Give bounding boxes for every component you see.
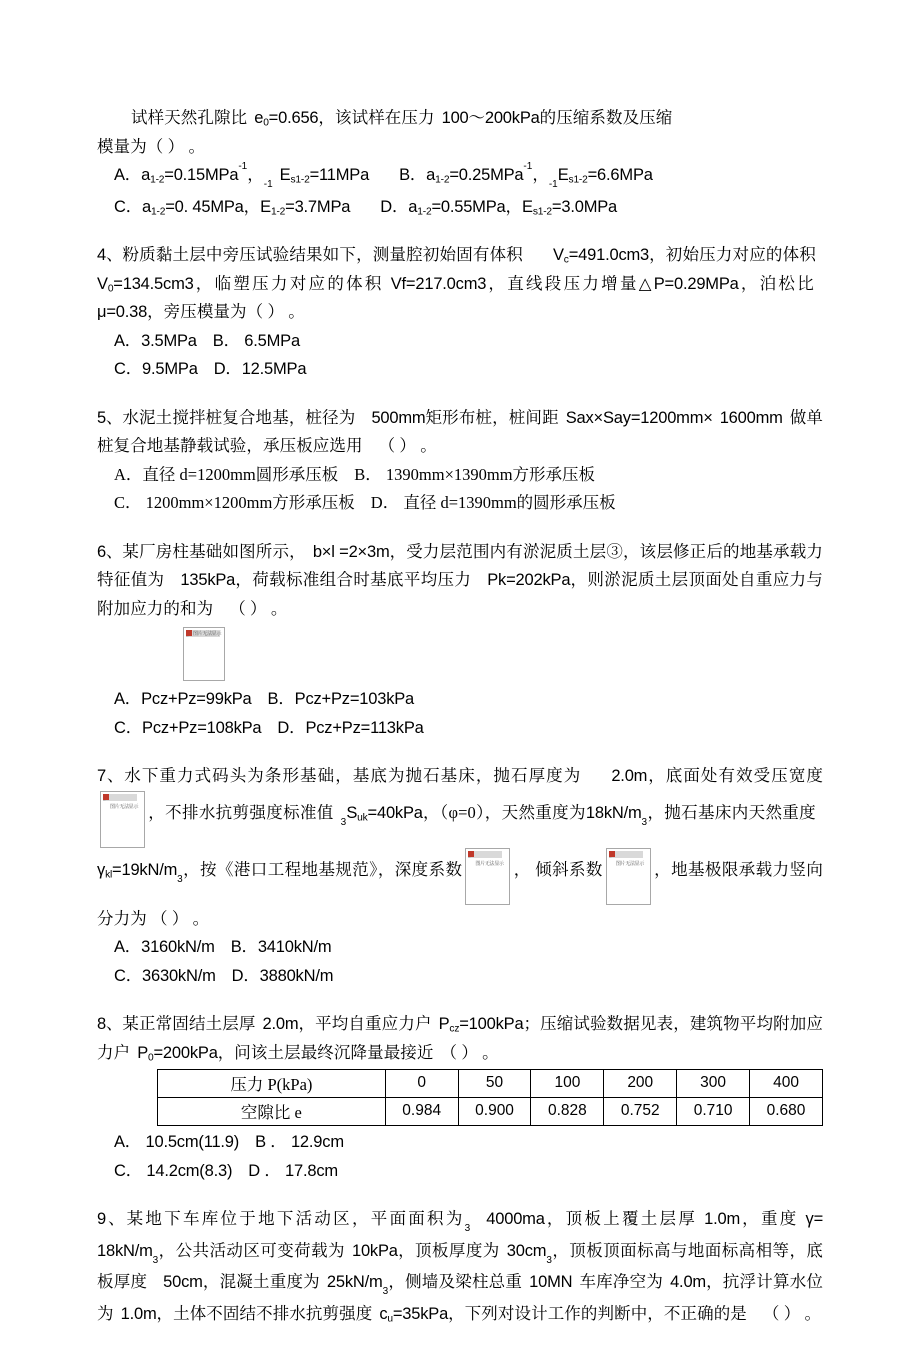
q3-stem-c: ，该试样在压力 bbox=[318, 108, 435, 127]
q9-stem-w: ，下列对设计工作的判断中，不正确的是 bbox=[448, 1303, 747, 1323]
q7-stem-l: ，地基极限承载力竖向分力为 （ ） 。 bbox=[97, 859, 824, 928]
q8-options bbox=[114, 1128, 823, 1185]
q9-stem-g: ，公共活动区可变荷载为 bbox=[158, 1240, 345, 1260]
table-row bbox=[158, 1098, 823, 1126]
table-cell: 0.900 bbox=[458, 1098, 531, 1126]
q6-option-a-b[interactable] bbox=[114, 685, 823, 714]
q3-opt-d-label: D． bbox=[380, 197, 409, 216]
q9-stem-c: ，顶板上覆土层厚 bbox=[544, 1209, 698, 1228]
q9-slab-thickness: 30cm bbox=[506, 1241, 547, 1260]
table-cell: 100 bbox=[531, 1070, 604, 1098]
q6-opt-a: A．Pcz+Pz=99kPa bbox=[114, 690, 252, 708]
q9-gamma: γ bbox=[805, 1210, 814, 1228]
q4-V0: $V_0=134.5cm3$ bbox=[97, 274, 194, 294]
q3-stem-e: 的压缩系数及压缩 bbox=[539, 108, 673, 127]
q3-pressure-range: 100～200kPa bbox=[441, 109, 540, 127]
q3-opt-b-modulus: $E_{s1-2}=6.6MPa$ bbox=[557, 166, 653, 186]
table-cell: 0.680 bbox=[750, 1098, 823, 1126]
q9-number: 9、 bbox=[97, 1210, 127, 1228]
q3-option-a-b[interactable] bbox=[114, 161, 823, 193]
q7-stem-a: 水下重力式码头为条形基础，基底为抛石基床，抛石厚度为 bbox=[124, 766, 582, 785]
q3-opt-b-label: B． bbox=[399, 166, 427, 184]
q9-stray-sub-2: 3 bbox=[546, 1254, 552, 1266]
q4-options bbox=[114, 327, 823, 384]
q7-opt-b: B．3410kN/m bbox=[230, 938, 332, 956]
q3-opt-c-modulus: $E_{1-2}=3.7MPa$ bbox=[260, 197, 351, 217]
q5-stem-h: （ ） 。 bbox=[378, 436, 437, 455]
q4-stem-i: ，旁压模量为（ ） 。 bbox=[147, 302, 305, 321]
q7-stem-f: ，（φ=0），天然重度为 bbox=[422, 802, 586, 822]
q8-opt-d: D ． 17.8cm bbox=[248, 1161, 338, 1180]
q8-option-a-b[interactable] bbox=[114, 1128, 823, 1157]
q7-gamma-kl: $\gamma_{kl}=19kN/m$ bbox=[97, 860, 178, 880]
q3-opt-d-comma: ， bbox=[505, 196, 523, 216]
q9-total-weight: 10MN bbox=[529, 1273, 573, 1291]
q6-fa-value: 135kPa bbox=[180, 571, 236, 589]
q4-stem-g: ，泊松比 bbox=[738, 273, 817, 293]
q5-opt-b: B． 1390mm×1390mm方形承压板 bbox=[354, 464, 596, 484]
q4-Vc: $V_c=491.0cm3$ bbox=[552, 246, 650, 266]
q5-option-a-b[interactable] bbox=[114, 461, 823, 490]
q6-opt-b: B．Pcz+Pz=103kPa bbox=[267, 690, 415, 708]
question-7 bbox=[97, 762, 823, 990]
q8-option-c-d[interactable] bbox=[114, 1157, 823, 1186]
table-cell: 200 bbox=[604, 1070, 677, 1098]
q9-stem-o: ，侧墙及梁柱总重 bbox=[388, 1272, 523, 1291]
q6-dimensions: b×l =2×3m bbox=[312, 542, 390, 561]
q6-stem-c: ，受力层范围内有淤泥质土层③，该层修正后的地基承载力特征值为 bbox=[97, 541, 823, 589]
q4-deltaP: P=0.29MPa bbox=[653, 274, 739, 293]
q3-opt-a-modulus: $E_{s1-2}=11MPa$ bbox=[279, 166, 370, 186]
q7-gamma-kl-exp: 3 bbox=[177, 873, 183, 885]
q5-options bbox=[114, 461, 823, 518]
q5-stem-c: 矩形布桩，桩间距 bbox=[425, 407, 559, 427]
q6-stem bbox=[97, 538, 823, 624]
q9-stem-u: ，土体不固结不排水抗剪强度 bbox=[156, 1303, 373, 1323]
q7-opt-a: A．3160kN/m bbox=[114, 938, 215, 956]
q3-e0: $e_0=0.656$ bbox=[254, 109, 319, 129]
q8-stem-c: ，平均自重应力户 bbox=[298, 1014, 432, 1033]
q9-soil-thickness: 1.0m bbox=[704, 1210, 740, 1228]
q3-options bbox=[114, 161, 823, 221]
q4-option-c-d[interactable] bbox=[114, 355, 823, 384]
q9-stem-x: （ ） 。 bbox=[762, 1303, 822, 1323]
question-6 bbox=[97, 538, 823, 743]
page-content bbox=[97, 104, 823, 1348]
q8-number: 8、 bbox=[97, 1015, 123, 1033]
broken-image-icon: 图片无法显示 bbox=[606, 848, 651, 905]
q4-opt-a: A．3.5MPa bbox=[114, 331, 197, 350]
q6-number: 6、 bbox=[97, 542, 123, 561]
q6-opt-c: C．Pcz+Pz=108kPa bbox=[114, 718, 262, 737]
q4-opt-c: C．9.5MPa bbox=[114, 360, 198, 378]
q7-gamma-exp: 3 bbox=[641, 816, 648, 828]
q9-stem bbox=[97, 1205, 823, 1328]
q3-opt-c-value: $a_{1-2}=0$. 45MPa bbox=[142, 197, 244, 217]
q9-stem-e: ，重度 bbox=[740, 1209, 799, 1228]
q8-table-wrapper bbox=[97, 1069, 823, 1126]
q5-opt-d: D． 直径 d=1390mm的圆形承压板 bbox=[370, 493, 616, 512]
q5-opt-c: C． 1200mm×1200mm方形承压板 bbox=[114, 493, 355, 512]
q3-stem bbox=[97, 104, 823, 161]
q3-opt-a-label: A． bbox=[114, 166, 142, 184]
table-cell: 0.752 bbox=[604, 1098, 677, 1126]
q9-stray-sub: 3 bbox=[464, 1223, 471, 1234]
q6-options bbox=[114, 685, 823, 742]
q5-stem bbox=[97, 404, 823, 461]
broken-image-icon: 图片无法显示 bbox=[100, 791, 145, 848]
q9-area: 4000ma bbox=[486, 1210, 545, 1228]
table-cell: 0.984 bbox=[385, 1098, 458, 1126]
q4-stem-c: ，初始压力对应的体积 bbox=[649, 245, 817, 264]
q3-opt-d-modulus: $E_{s1-2}=3.0MPa$ bbox=[522, 197, 618, 217]
q5-number: 5、 bbox=[97, 408, 123, 427]
q3-opt-a-comma: ， bbox=[247, 165, 264, 184]
q9-stem-k: ，顶板顶面标高与地面标高相等，底板厚度 bbox=[97, 1240, 823, 1291]
q4-option-a-b[interactable] bbox=[114, 327, 823, 356]
q7-stem-c: ，底面处有效受压宽度 bbox=[647, 766, 824, 785]
q7-gamma-nat: 18kN/m bbox=[585, 803, 642, 822]
q9-cu: $c_u=35kPa$ bbox=[379, 1304, 449, 1324]
q8-stem-g: ，问该土层最终沉降量最接近 bbox=[217, 1042, 434, 1062]
q3-stem-a: 试样天然孔隙比 bbox=[131, 108, 248, 127]
q9-stem-i: ，顶板厚度为 bbox=[397, 1240, 500, 1260]
q4-mu-val: =0.38 bbox=[106, 303, 148, 321]
table-cell: 0.828 bbox=[531, 1098, 604, 1126]
q7-stem-h: ，抛石基床内天然重度 bbox=[647, 802, 817, 822]
q3-opt-a-value: $a_{1-2}=0.15MPa$ bbox=[141, 166, 239, 186]
q3-opt-b-value: $a_{1-2}=0.25MPa$ bbox=[426, 166, 524, 186]
q5-option-c-d[interactable] bbox=[114, 489, 823, 518]
q7-stem-k: ， 倾斜系数 bbox=[513, 859, 603, 879]
q9-live-load: 10kPa bbox=[351, 1241, 398, 1260]
q7-stray-sub: 3 bbox=[340, 816, 347, 828]
q8-opt-b: B ． 12.9cm bbox=[255, 1133, 344, 1151]
q9-gamma-exp: 3 bbox=[152, 1254, 159, 1266]
broken-image-icon: 图片无法显示 bbox=[183, 627, 225, 681]
q7-stem-j: ，按《港口工程地基规范》，深度系数 bbox=[182, 859, 463, 879]
table-cell: 50 bbox=[458, 1070, 531, 1098]
question-8 bbox=[97, 1010, 823, 1185]
q4-stem-e: ，临塑压力对应的体积 bbox=[193, 273, 384, 293]
q3-opt-c-label: C． bbox=[114, 197, 143, 216]
q3-opt-a-exp2: -1 bbox=[263, 179, 273, 190]
q8-pcz: $P_{cz}=100kPa$ bbox=[438, 1015, 524, 1035]
q4-stem-a: 粉质黏土层中旁压试验结果如下，测量腔初始固有体积 bbox=[122, 245, 523, 264]
q6-stem-e: ，荷载标准组合时基底平均压力 bbox=[235, 570, 472, 589]
q7-number: 7、 bbox=[97, 767, 125, 785]
q6-stem-g: ，则淤泥质土层顶面处自重应力与附加应力的和为 bbox=[97, 570, 824, 618]
table-cell: 300 bbox=[677, 1070, 750, 1098]
q4-Vf: Vf=217.0cm3 bbox=[390, 274, 487, 293]
q8-stem-a: 某正常固结土层厚 bbox=[122, 1014, 256, 1033]
q9-stem-m: ，混凝土重度为 bbox=[202, 1272, 320, 1291]
q3-opt-c-comma: ， bbox=[243, 196, 261, 216]
question-4 bbox=[97, 241, 823, 384]
q9-stem-q: 车库净空为 bbox=[579, 1272, 664, 1291]
q3-opt-d-value: $a_{1-2}=0.55MPa$ bbox=[408, 197, 506, 217]
q7-opt-c: C．3630kN/m bbox=[114, 966, 216, 985]
q6-option-c-d[interactable] bbox=[114, 714, 823, 743]
q4-opt-b: B． 6.5MPa bbox=[212, 331, 300, 350]
q3-stem-line2: 模量为（ ） 。 bbox=[97, 136, 206, 156]
q8-thickness: 2.0m bbox=[262, 1015, 299, 1033]
q5-stem-a: 水泥土搅拌桩复合地基，桩径为 bbox=[122, 407, 356, 427]
q6-pk-value: Pk=202kPa bbox=[487, 571, 571, 589]
q8-opt-a: A． 10.5cm(11.9) bbox=[114, 1133, 240, 1151]
q6-stem-a: 某厂房柱基础如图所示， bbox=[122, 541, 306, 561]
q3-opt-b-exp2: -1 bbox=[548, 179, 558, 190]
q9-stem-a: 某地下车库位于地下活动区，平面面积为 bbox=[126, 1209, 465, 1228]
q3-opt-a-exp: -1 bbox=[238, 161, 248, 172]
q7-option-a-b[interactable] bbox=[114, 933, 823, 962]
q9-concrete-density: 25kN/m bbox=[326, 1273, 383, 1291]
table-cell: 0 bbox=[385, 1070, 458, 1098]
question-9 bbox=[97, 1205, 823, 1328]
q6-opt-d: D．Pcz+Pz=113kPa bbox=[277, 718, 424, 737]
q9-concrete-exp: 3 bbox=[382, 1286, 389, 1297]
table-header-pressure: 压力 P(kPa) bbox=[158, 1070, 386, 1098]
q9-clear-height: 4.0m bbox=[670, 1273, 706, 1291]
compression-test-table bbox=[157, 1069, 823, 1126]
q7-option-c-d[interactable] bbox=[114, 962, 823, 991]
q7-options bbox=[114, 933, 823, 990]
q4-stem-f: ，直线段压力增量△ bbox=[486, 273, 654, 293]
q3-opt-b-comma: ， bbox=[532, 165, 549, 184]
q7-suk: $S_{uk}=40kPa$ bbox=[346, 803, 423, 823]
q5-stem-g: 做单桩复合地基静载试验，承压板应选用 bbox=[97, 407, 823, 455]
q7-stem bbox=[97, 762, 823, 933]
table-header-void-ratio: 空隙比 e bbox=[158, 1098, 386, 1126]
q3-opt-b-exp: -1 bbox=[523, 161, 533, 172]
q4-number: 4、 bbox=[97, 246, 123, 264]
q6-stem-h: （ ） 。 bbox=[229, 598, 288, 618]
q9-water-level: 1.0m bbox=[120, 1304, 157, 1323]
q9-stem-s: ，抗浮计算水位为 bbox=[97, 1272, 824, 1323]
question-3-continuation bbox=[97, 104, 823, 221]
q9-gamma-value: = 18kN/m bbox=[97, 1210, 824, 1260]
q3-option-c-d[interactable] bbox=[114, 193, 823, 222]
q7-stem-d: ，不排水抗剪强度标准值 bbox=[148, 802, 334, 822]
q8-stem-e: ；压缩试验数据见表，建筑物平均附加应力户 bbox=[97, 1014, 823, 1062]
q8-p0: $P_0=200kPa$ bbox=[137, 1043, 218, 1063]
broken-image-icon: 图片无法显示 bbox=[465, 848, 510, 905]
q5-spacing-x: 1200mm× bbox=[640, 408, 713, 427]
q5-opt-a: A．直径 d=1200mm圆形承压板 bbox=[114, 464, 339, 484]
q5-pile-dia: 500mm bbox=[371, 408, 426, 427]
table-row bbox=[158, 1070, 823, 1098]
q8-stem bbox=[97, 1010, 823, 1067]
table-cell: 0.710 bbox=[677, 1098, 750, 1126]
q7-thickness: 2.0m bbox=[611, 767, 648, 785]
q7-opt-d: D．3880kN/m bbox=[231, 966, 334, 985]
question-5 bbox=[97, 404, 823, 518]
q5-spacing-label: Sax×Say= bbox=[565, 408, 641, 427]
q8-opt-c: C． 14.2cm(8.3) bbox=[114, 1161, 233, 1180]
q8-stem-h: （ ） 。 bbox=[440, 1042, 499, 1062]
q4-mu: μ bbox=[97, 303, 107, 321]
q9-base-thickness: 50cm bbox=[163, 1273, 203, 1291]
table-cell: 400 bbox=[750, 1070, 823, 1098]
q5-spacing-y: 1600mm bbox=[719, 408, 783, 427]
q4-opt-d: D．12.5MPa bbox=[213, 360, 307, 378]
q4-stem bbox=[97, 241, 823, 327]
